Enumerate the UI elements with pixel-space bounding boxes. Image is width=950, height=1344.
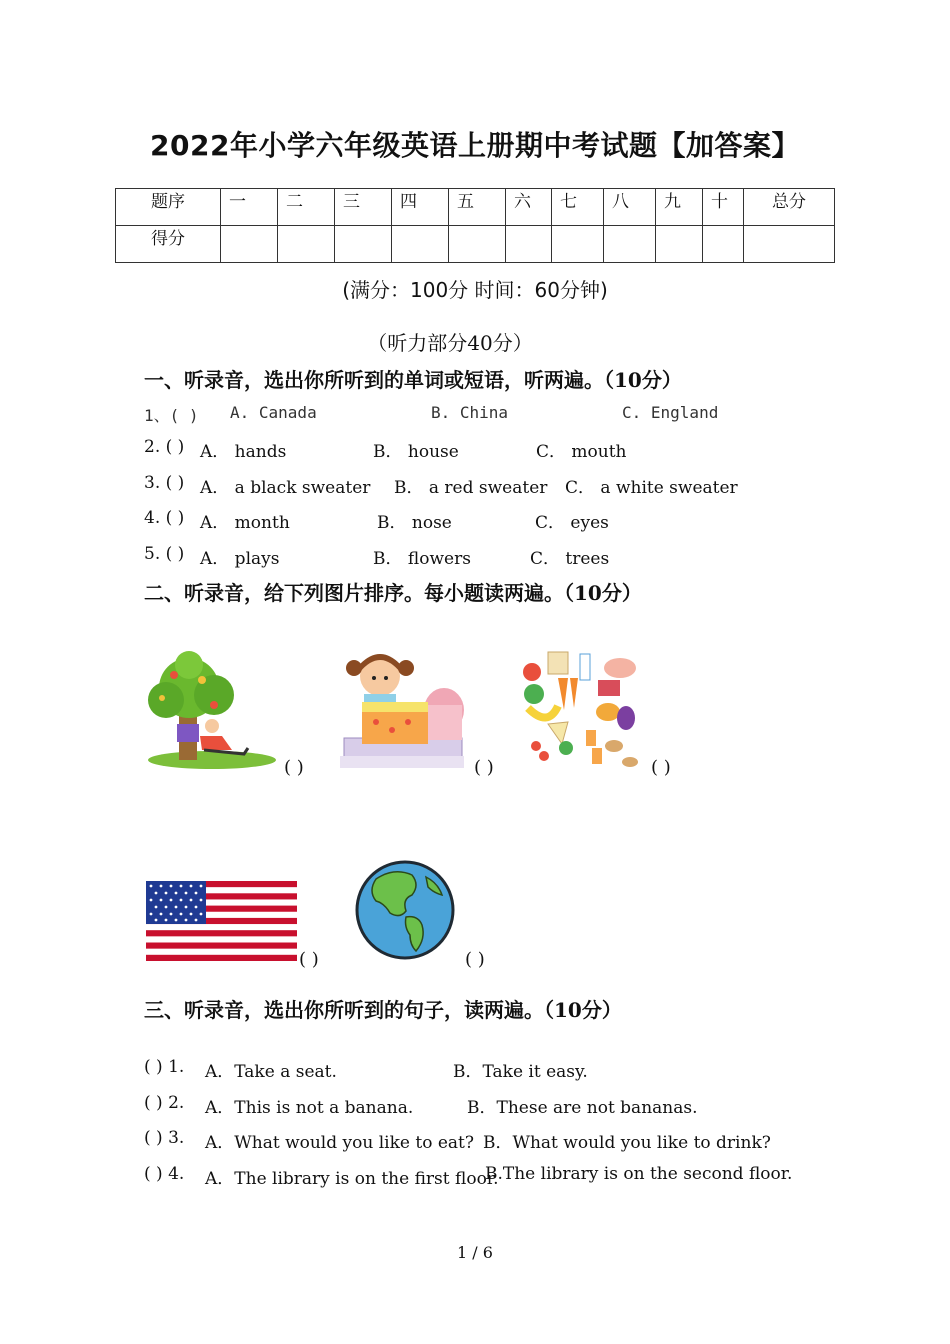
- score-cell: 五: [449, 189, 506, 226]
- score-input-cell[interactable]: [506, 226, 552, 263]
- option-b[interactable]: B．What would you like to drink?: [483, 1133, 771, 1153]
- score-cell: 三: [335, 189, 392, 226]
- score-input-cell[interactable]: [703, 226, 744, 263]
- option-a[interactable]: A． hands: [200, 442, 287, 462]
- listening-header: （听力部分40分）: [367, 331, 533, 355]
- option-a[interactable]: A. Canada: [230, 403, 317, 422]
- score-cell: 七: [552, 189, 604, 226]
- answer-blank[interactable]: ( ): [474, 757, 494, 778]
- question-number: 4. ( ): [144, 508, 185, 528]
- score-cell: 一: [221, 189, 278, 226]
- answer-blank[interactable]: ( ): [651, 757, 671, 778]
- answer-blank[interactable]: ( ): [465, 949, 485, 970]
- option-a[interactable]: A．The library is on the first floor.: [205, 1169, 499, 1189]
- score-input-cell[interactable]: [604, 226, 656, 263]
- section2-header: 二、听录音，给下列图片排序。每小题读两遍。（10分）: [144, 581, 642, 605]
- score-cell: 二: [278, 189, 335, 226]
- option-b[interactable]: B.The library is on the second floor.: [485, 1164, 793, 1184]
- score-cell: 八: [604, 189, 656, 226]
- option-a[interactable]: A．This is not a banana.: [205, 1098, 414, 1118]
- question-number: ( ) 4.: [144, 1164, 185, 1184]
- option-b[interactable]: B． flowers: [373, 549, 471, 569]
- question-number: ( ) 2.: [144, 1093, 185, 1113]
- section1-header: 一、听录音，选出你所听到的单词或短语，听两遍。（10分）: [144, 368, 682, 392]
- score-row-label: 得分: [116, 226, 221, 263]
- page-title: 2022年小学六年级英语上册期中考试题【加答案】: [150, 129, 800, 162]
- tree-picture: [144, 650, 279, 772]
- option-b[interactable]: B． house: [373, 442, 459, 462]
- score-input-cell[interactable]: [552, 226, 604, 263]
- question-number: 5. ( ): [144, 544, 185, 564]
- option-a[interactable]: A． plays: [200, 549, 280, 569]
- option-a[interactable]: A． month: [200, 513, 290, 533]
- girl-cake-picture: [336, 650, 466, 775]
- score-input-cell[interactable]: [392, 226, 449, 263]
- score-input-cell[interactable]: [656, 226, 703, 263]
- score-input-cell[interactable]: [278, 226, 335, 263]
- score-cell-total: 总分: [744, 189, 835, 226]
- option-a[interactable]: A．What would you like to eat?: [205, 1133, 474, 1153]
- score-cell: 四: [392, 189, 449, 226]
- score-cell: 六: [506, 189, 552, 226]
- option-b[interactable]: B． a red sweater: [394, 478, 548, 498]
- option-c[interactable]: C． eyes: [535, 513, 609, 533]
- question-number: ( ) 3.: [144, 1128, 185, 1148]
- option-c[interactable]: C． mouth: [536, 442, 627, 462]
- score-input-cell[interactable]: [335, 226, 392, 263]
- question-number: ( ) 1.: [144, 1057, 185, 1077]
- score-table-header-row: [116, 189, 835, 226]
- food-picture: [518, 648, 643, 770]
- us-flag-picture: [146, 881, 297, 961]
- score-cell: 题序: [116, 189, 221, 226]
- score-input-cell[interactable]: [744, 226, 835, 263]
- option-b[interactable]: B．These are not bananas.: [467, 1098, 698, 1118]
- option-b[interactable]: B． nose: [377, 513, 452, 533]
- question-number: 2. ( ): [144, 437, 185, 457]
- option-c[interactable]: C． a white sweater: [565, 478, 738, 498]
- option-c[interactable]: C. England: [622, 403, 719, 422]
- score-cell: 九: [656, 189, 703, 226]
- option-a[interactable]: A． a black sweater: [200, 478, 371, 498]
- score-input-cell[interactable]: [449, 226, 506, 263]
- question-number: 3. ( ): [144, 473, 185, 493]
- score-table: [115, 188, 835, 263]
- option-a[interactable]: A．Take a seat.: [205, 1062, 337, 1082]
- exam-meta: (满分：100分 时间：60分钟): [342, 278, 608, 302]
- score-table-score-row: [116, 226, 835, 263]
- question-number: 1、( ): [144, 406, 199, 425]
- globe-picture: [354, 859, 456, 961]
- answer-blank[interactable]: ( ): [299, 949, 319, 970]
- page-number: 1 / 6: [457, 1243, 493, 1262]
- option-c[interactable]: C． trees: [530, 549, 610, 569]
- score-input-cell[interactable]: [221, 226, 278, 263]
- option-b[interactable]: B. China: [431, 403, 509, 422]
- section3-header: 三、听录音，选出你所听到的句子，读两遍。（10分）: [144, 998, 622, 1022]
- score-cell: 十: [703, 189, 744, 226]
- option-b[interactable]: B．Take it easy.: [453, 1062, 588, 1082]
- answer-blank[interactable]: ( ): [284, 757, 304, 778]
